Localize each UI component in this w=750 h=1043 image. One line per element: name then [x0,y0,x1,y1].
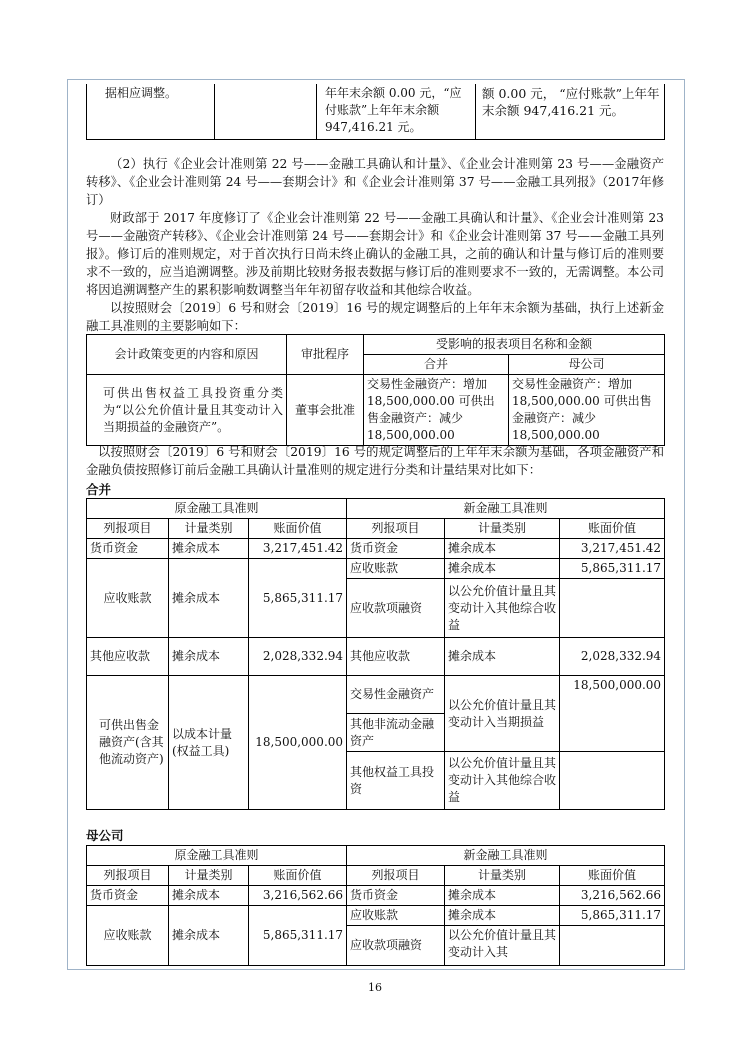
top-cell-2 [215,84,317,139]
cash-value-new: 3,217,451.42 [560,539,665,559]
cash-category-old: 摊余成本 [169,886,249,906]
ar-category-old: 摊余成本 [169,906,249,966]
table-row [87,638,665,676]
other-equity-category-new: 以公允价值计量且其变动计入其他综合收益 [445,752,560,810]
col-item-old: 列报项目 [87,519,169,539]
col-item-new: 列报项目 [347,519,445,539]
parent-comparison-table [86,845,665,966]
table-row [87,539,665,559]
other-ar-category-old: 摊余成本 [169,638,249,676]
paragraph-comparison: 以按照财会〔2019〕6 号和财会〔2019〕16 号的规定调整后的上年年末余额为基础，各项金融资产和金融负债按照修订前后金融工具确认计量准则的规定进行分类和计量结果对比如下： [86,445,664,477]
header-content: 会计政策变更的内容和原因 [87,335,287,375]
table-row [87,676,665,714]
ar-old: 应收账款 [87,559,169,638]
other-ar-value-new: 2,028,332.94 [560,638,665,676]
trading-category-new: 以公允价值计量且其变动计入当期损益 [445,676,560,752]
other-ar-old: 其他应收款 [87,638,169,676]
top-cell-3: 年年末余额 0.00 元，“应付账款”上年年末余额 947,416.21 元。 [317,84,476,139]
cash-value-old: 3,217,451.42 [249,539,347,559]
other-equity-new: 其他权益工具投资 [347,752,445,810]
afs-category-old: 以成本计量(权益工具) [169,676,249,810]
consolidated-comparison-table [86,498,665,810]
cash-new: 货币资金 [347,886,445,906]
paragraph-ministry: 财政部于 2017 年度修订了《企业会计准则第 22 号——金融工具确认和计量》、《企业会计准则第 23 号——金融资产转移》、《企业会计准则第 24 号——套期会计》和《企业会计准则第 37 号——金融工具列报》。修订后的准则规定，对于首次执行日尚未终止确认的金融工具，之前的确认和计量与修订后的准则要求不一致的，应当追溯调整。涉及前期比较财务报表数据与修订后的准则要求不一致的，无需调整。本公司将因追溯调整产生的累积影响数调整当年年初留存收益和其他综合收益。 [86,211,664,297]
ar-category-new: 摊余成本 [445,559,560,579]
ar-new: 应收账款 [347,906,445,926]
new-standard-header: 新金融工具准则 [347,499,665,519]
col-value-old: 账面价值 [249,519,347,539]
cash-value-old: 3,216,562.66 [249,886,347,906]
other-equity-value-new [560,752,665,810]
header-parent: 母公司 [509,355,665,375]
table-row [87,906,665,926]
ar-financing-value [560,579,665,638]
top-continuation-table [86,84,665,140]
top-cell-4: 额 0.00 元， “应付账款”上年年末余额 947,416.21 元。 [476,84,665,139]
ar-value-new: 5,865,311.17 [560,906,665,926]
header-consolidated: 合并 [364,355,509,375]
col-item-old: 列报项目 [87,866,169,886]
ar-financing: 应收款项融资 [347,926,445,966]
col-value-new: 账面价值 [560,866,665,886]
policy-content: 可供出售权益工具投资重分类为“以公允价值计量且其变动计入当期损益的金融资产”。 [87,375,287,446]
ar-financing-category: 以公允价值计量且其变动计入其他综合收益 [445,579,560,638]
col-value-new: 账面价值 [560,519,665,539]
section-consolidated: 合并 [86,482,112,497]
policy-parent-effect: 交易性金融资产：增加 18,500,000.00 可供出售金融资产：减少 18,500,000.00 [509,375,665,446]
paragraph-2-heading: （2）执行《企业会计准则第 22 号——金融工具确认和计量》、《企业会计准则第 23 号——金融资产转移》、《企业会计准则第 24 号——套期会计》和《企业会计准则第 37 号——金融工具列报》（2017年修订） [86,157,664,207]
col-category-old: 计量类别 [169,866,249,886]
cash-category-new: 摊余成本 [445,539,560,559]
trading-new: 交易性金融资产 [347,676,445,714]
table-row [87,886,665,906]
cash-new: 货币资金 [347,539,445,559]
other-ar-value-old: 2,028,332.94 [249,638,347,676]
policy-consolidated-effect: 交易性金融资产：增加 18,500,000.00 可供出售金融资产：减少 18,500,000.00 [364,375,509,446]
col-item-new: 列报项目 [347,866,445,886]
ar-value-old: 5,865,311.17 [249,559,347,638]
afs-value-old: 18,500,000.00 [249,676,347,810]
paragraph-basis: 以按照财会〔2019〕6 号和财会〔2019〕16 号的规定调整后的上年年末余额为基础，执行上述新金融工具准则的主要影响如下： [86,301,664,333]
new-standard-header: 新金融工具准则 [347,846,665,866]
afs-old: 可供出售金融资产(含其他流动资产) [87,676,169,810]
cash-category-old: 摊余成本 [169,539,249,559]
policy-change-table [86,334,665,446]
ar-value-old: 5,865,311.17 [249,906,347,966]
ar-financing: 应收款项融资 [347,579,445,638]
cash-old: 货币资金 [87,539,169,559]
other-noncurrent-new: 其他非流动金融资产 [347,714,445,752]
col-value-old: 账面价值 [249,866,347,886]
ar-financing-category: 以公允价值计量且其变动计入其 [445,926,560,966]
header-approval: 审批程序 [287,335,364,375]
policy-approval: 董事会批准 [287,375,364,446]
old-standard-header: 原金融工具准则 [87,846,347,866]
cash-value-new: 3,216,562.66 [560,886,665,906]
col-category-old: 计量类别 [169,519,249,539]
col-category-new: 计量类别 [445,866,560,886]
ar-financing-value [560,926,665,966]
cash-category-new: 摊余成本 [445,886,560,906]
other-ar-category-new: 摊余成本 [445,638,560,676]
top-cell-1: 据相应调整。 [87,84,215,139]
ar-category-new: 摊余成本 [445,906,560,926]
section-parent: 母公司 [86,828,124,843]
old-standard-header: 原金融工具准则 [87,499,347,519]
ar-old: 应收账款 [87,906,169,966]
trading-value-new: 18,500,000.00 [560,676,665,752]
other-ar-new: 其他应收款 [347,638,445,676]
ar-value-new: 5,865,311.17 [560,559,665,579]
col-category-new: 计量类别 [445,519,560,539]
cash-old: 货币资金 [87,886,169,906]
table-row [87,559,665,579]
page-number: 16 [368,981,382,994]
header-affected: 受影响的报表项目名称和金额 [364,335,665,355]
ar-new: 应收账款 [347,559,445,579]
ar-category-old: 摊余成本 [169,559,249,638]
